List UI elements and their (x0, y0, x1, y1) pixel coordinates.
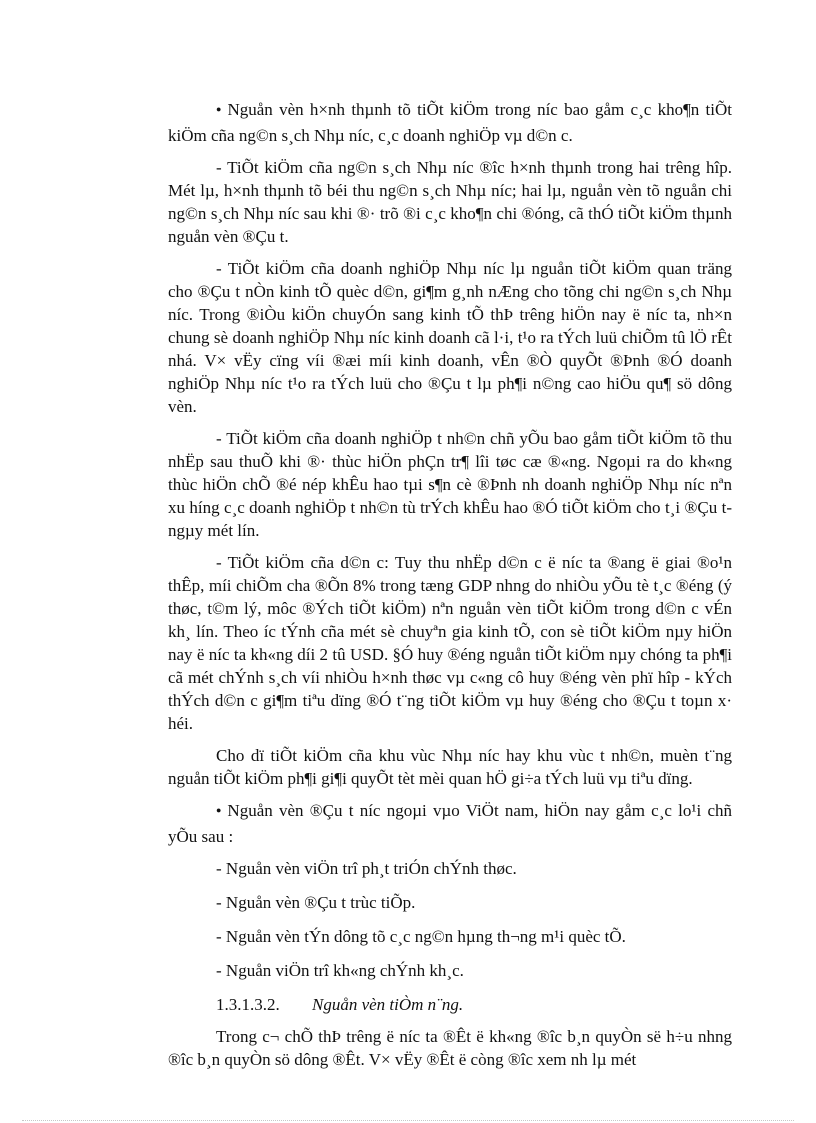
list-item-commercial-credit: - Nguån vèn tÝn dông tõ c¸c ng©n hµng th¬ng m¹i quèc tÕ. (216, 927, 626, 946)
paragraph-household-savings: - TiÕt kiÖm cña d©n c: Tuy thu nhËp d©n c ë níc ta ®ang ë giai ®o¹n thÊp, míi chiÕm cha ®Õn 8% trong tæng GDP nhng do nhiÒu yÕu tè t¸c ®éng (ý thøc, t©m lý, môc ®Ých tiÕt kiÖm) nªn nguån vèn tiÕt kiÖm trong d©n c vÉn kh¸ lín. Theo íc tÝnh cña mét sè chuyªn gia kinh tÕ, con sè tiÕt kiÖm nµy hiÖn nay ë níc ta kh«ng díi 2 tû USD. §Ó huy ®éng nguån tiÕt kiÖm nµy chóng ta ph¶i cã mét chÝnh s¸ch víi nhiÒu h×nh thøc vµ c«ng cô huy ®éng vèn phï hîp - kÝch thÝch d©n c gi¶m tiªu dïng ®Ó t¨ng tiÕt kiÖm vµ huy ®éng cho ®Çu t toµn x· héi. (168, 553, 732, 733)
section-number: 1.3.1.3.2. (216, 995, 280, 1014)
list-item-other-aid: - Nguån viÖn trî kh«ng chÝnh kh¸c. (216, 961, 464, 980)
paragraph-state-enterprise-savings: - TiÕt kiÖm cña doanh nghiÖp Nhµ níc lµ nguån tiÕt kiÖm quan träng cho ®Çu t nÒn kinh tÕ quèc d©n, gi¶m g¸nh nÆng cho tõng chi ng©n s¸ch Nhµ níc. Trong ®iÒu kiÖn chuyÓn sang kinh tÕ thÞ trêng hiÖn nay ë níc ta, nh×n chung sè doanh nghiÖp Nhµ níc kinh doanh cã l·i, t¹o ra tÝch luü chiÕm tû lÖ rÊt nhá. V× vËy cïng víi ®æi míi kinh doanh, vÊn ®Ò quyÕt ®Þnh ®Ó doanh nghiÖp Nhµ níc t¹o ra tÝch luü cho ®Çu t lµ ph¶i n©ng cao hiÖu qu¶ sö dông vèn. (168, 259, 732, 416)
paragraph-domestic-savings: ● Nguån vèn h×nh thµnh tõ tiÕt kiÖm trong níc bao gåm c¸c kho¶n tiÕt kiÖm cña ng©n s¸ch Nhµ níc, c¸c doanh nghiÖp vµ d©n c. (168, 98, 732, 147)
paragraph-state-budget-savings: - TiÕt kiÖm cña ng©n s¸ch Nhµ níc ®îc h×nh thµnh trong hai trêng hîp. Mét lµ, h×nh thµnh tõ béi thu ng©n s¸ch Nhµ níc; hai lµ, nguån vèn tõ nguån chi ng©n s¸ch Nhµ níc sau khi ®· trõ ®i c¸c kho¶n chi ®óng, cã thÓ tiÕt kiÖm thµnh nguån vèn ®Çu t. (168, 158, 732, 246)
paragraph-land: Trong c¬ chÕ thÞ trêng ë níc ta ®Êt ë kh«ng ®îc b¸n quyÒn së h÷u nhng ®îc b¸n quyÒn sö dông ®Êt. V× vËy ®Êt ë còng ®îc xem nh lµ mét (168, 1027, 732, 1069)
document-page (168, 98, 732, 1080)
section-heading (168, 993, 732, 1016)
list-item-fdi: - Nguån vèn ®Çu t trùc tiÕp. (216, 893, 416, 912)
paragraph-private-enterprise-savings: - TiÕt kiÖm cña doanh nghiÖp t nh©n chñ yÕu bao gåm tiÕt kiÖm tõ thu nhËp sau thuÕ khi ®· thùc hiÖn phÇn tr¶ lîi tøc cæ ®«ng. Ngoµi ra do kh«ng thùc hiÖn chÕ ®é nép khÊu hao tµi s¶n cè ®Þnh nh doanh nghiÖp Nhµ níc nªn xu híng c¸c doanh nghiÖp t nh©n tù trÝch khÊu hao ®Ó tiÕt kiÖm cho t¸i ®Çu t ngµy mét lín. (168, 429, 732, 540)
list-item-oda: - Nguån vèn viÖn trî ph¸t triÓn chÝnh thøc. (216, 859, 517, 878)
paragraph-savings-consumption: Cho dï tiÕt kiÖm cña khu vùc Nhµ níc hay khu vùc t nh©n, muèn t¨ng nguån tiÕt kiÖm ph¶i gi¶i quyÕt tèt mèi quan hÖ gi÷a tÝch luü vµ tiªu dïng. (168, 746, 732, 788)
page-bottom-rule (22, 1120, 794, 1121)
section-title: Nguån vèn tiÒm n¨ng. (312, 995, 464, 1014)
paragraph-foreign-investment: ● Nguån vèn ®Çu t níc ngoµi vµo ViÖt nam, hiÖn nay gåm c¸c lo¹i chñ yÕu sau : (168, 799, 732, 848)
